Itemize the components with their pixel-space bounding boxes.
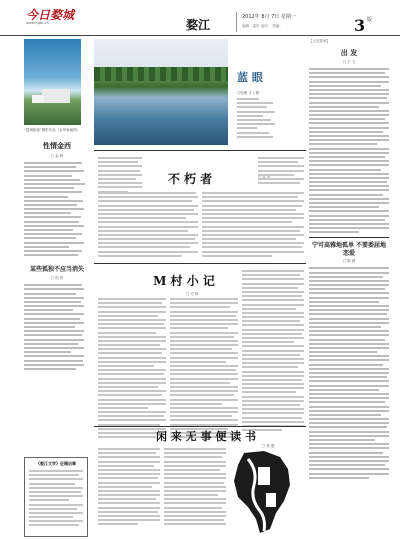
feature-byline: □郭俊 文 / 摄 xyxy=(237,91,259,95)
article-byline: □ 陈 晨 xyxy=(342,259,356,264)
article-title: 出 发 xyxy=(340,48,358,57)
lake-photo xyxy=(94,39,228,145)
masthead xyxy=(0,0,400,36)
section-rule xyxy=(94,263,306,264)
editor-line: 编辑：邵宏 电话： 美编： xyxy=(242,24,283,28)
article-text xyxy=(242,270,304,433)
article-title: 宁可高雅地孤单 不要委屈地恋爱 xyxy=(311,242,387,257)
right-column xyxy=(309,39,389,539)
article-text xyxy=(170,298,238,440)
map-label-box xyxy=(258,467,270,485)
promo-text xyxy=(29,470,83,529)
article-text xyxy=(98,448,160,528)
article-text xyxy=(164,448,226,528)
date-line: 2012年 8月 7日 星期一 xyxy=(242,14,296,20)
page-unit: 版 xyxy=(367,17,373,23)
map-region-shape xyxy=(234,451,290,533)
article-byline: □ 松 风 xyxy=(50,276,64,281)
article-text xyxy=(309,68,389,233)
article-text xyxy=(258,157,304,186)
poem-text-block xyxy=(24,162,90,256)
feature-title: 蓝 眼 xyxy=(237,71,263,84)
article-title: 不 朽 者 xyxy=(167,172,213,186)
campus-photo xyxy=(24,39,81,125)
article-text xyxy=(98,298,166,440)
brand-url: www.hjwb.cn xyxy=(26,21,49,25)
article-byline: □ 方 林 xyxy=(186,292,199,296)
section-rule xyxy=(309,237,389,238)
map-label-box xyxy=(266,493,276,507)
building-shape xyxy=(32,95,44,103)
article-text xyxy=(98,157,142,195)
article-byline: □ 张 俊 xyxy=(262,444,275,448)
city-map-illustration xyxy=(230,449,294,535)
article-text xyxy=(98,192,198,259)
article-title: 性情金西 xyxy=(43,141,71,150)
page-number: 3 xyxy=(354,16,366,35)
photo-caption: “婺城新貌”摄影作品（金华新闻网） xyxy=(24,128,81,132)
section-rule xyxy=(94,150,306,151)
divider xyxy=(236,12,237,32)
brand-logo: 今日婺城 xyxy=(26,8,75,22)
article-text xyxy=(309,267,389,478)
column-tag: 【走进婺城】 xyxy=(309,39,330,43)
feature-block xyxy=(94,39,298,147)
article-byline: □ 王 飞 xyxy=(342,60,356,64)
article-text xyxy=(202,192,304,259)
article-byline: □ 金 晖 xyxy=(50,154,64,158)
article-text-block xyxy=(24,284,90,370)
feature-poem xyxy=(237,98,277,140)
section-name: 婺江 xyxy=(186,18,211,32)
building-shape xyxy=(42,89,70,103)
promo-title: 《婺江文学》征稿启事 xyxy=(36,461,76,466)
treeline-shape xyxy=(94,67,228,81)
article-title: M 村 小 记 xyxy=(153,274,215,288)
section-rule xyxy=(94,426,306,427)
article-title: 闲 来 无 事 便 读 书 xyxy=(156,430,256,443)
article-title: 某些孤独不应当消失 xyxy=(29,266,84,274)
call-for-papers-box xyxy=(24,457,88,537)
